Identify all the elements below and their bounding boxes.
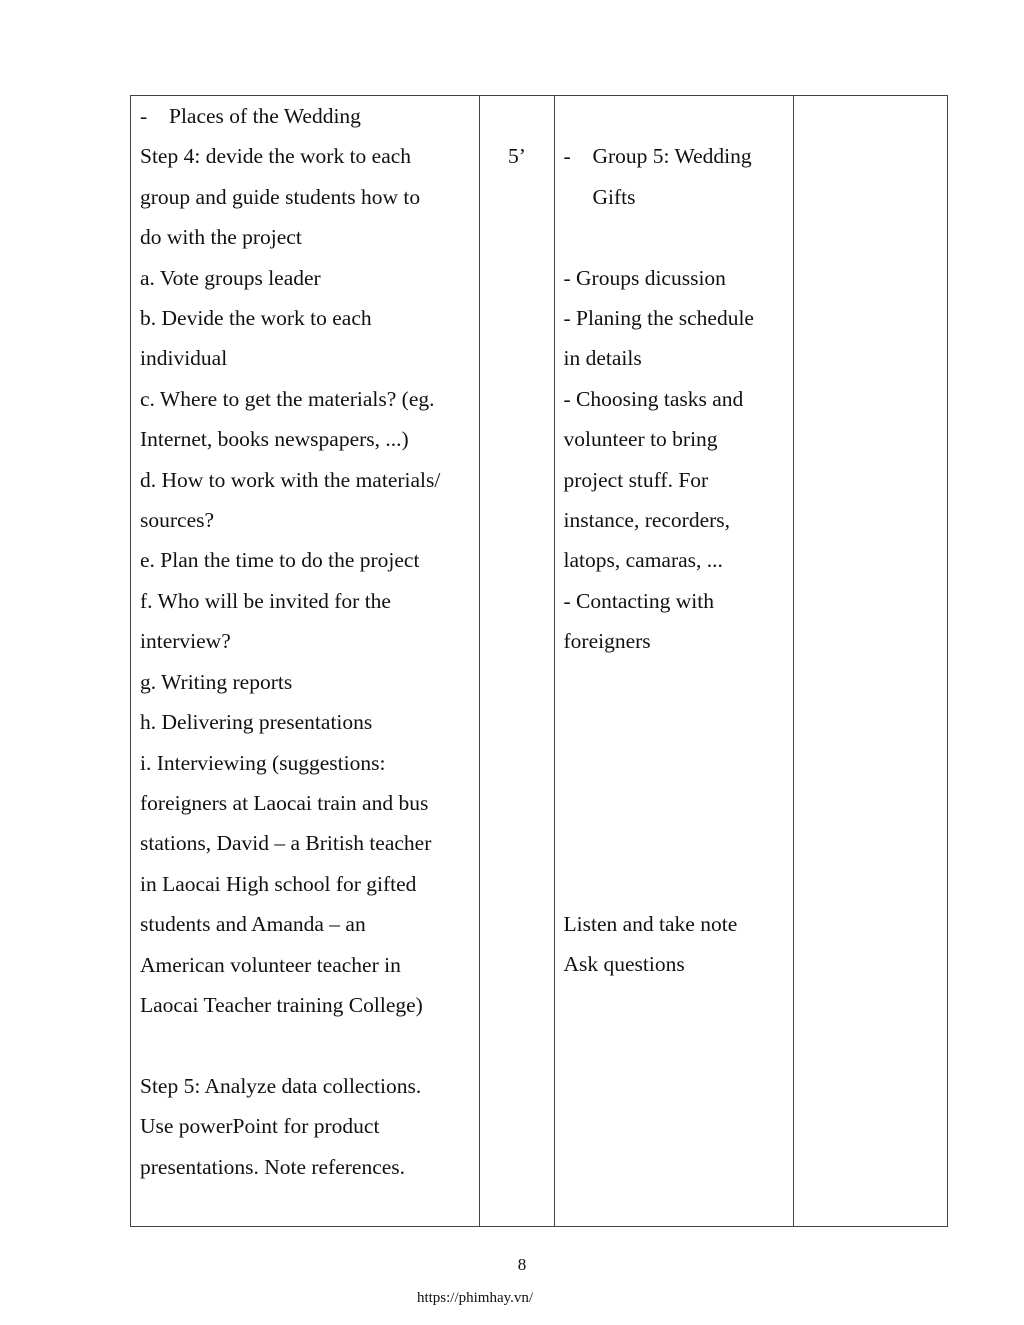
time-cell <box>480 96 554 1227</box>
text-line: - Contacting with <box>563 588 714 613</box>
text-line: Ask questions <box>563 952 685 977</box>
text-line: stations, David – a British teacher <box>140 831 432 856</box>
group5-title-line2: Gifts <box>592 184 636 209</box>
text-line: foreigners <box>563 629 651 654</box>
text-line: presentations. Note references. <box>140 1154 406 1179</box>
text-line: in details <box>563 346 642 371</box>
text-line: in Laocai High school for gifted <box>140 871 417 896</box>
text-line: Step 4: devide the work to each <box>140 144 412 169</box>
text-line: - Planing the schedule <box>563 306 754 330</box>
text-line: i. Interviewing (suggestions: <box>140 750 386 775</box>
student-activities-cell <box>554 96 793 1227</box>
lesson-plan-table <box>130 95 948 1227</box>
list-item: - Places of the Wedding <box>140 96 471 136</box>
table-row <box>131 96 948 1227</box>
text-line: f. Who will be invited for the <box>140 588 391 613</box>
text-line: sources? <box>140 508 215 533</box>
group5-title-line1: Group 5: Wedding <box>592 144 752 169</box>
text-line: c. Where to get the materials? (eg. <box>140 386 435 411</box>
text-line: individual <box>140 346 228 371</box>
text-line: - Choosing tasks and <box>563 386 744 411</box>
teacher-activities-cell <box>131 96 480 1227</box>
places-of-wedding-item: Places of the Wedding <box>169 104 361 128</box>
text-line: group and guide students how to <box>140 184 421 209</box>
text-line: project stuff. For <box>563 467 709 492</box>
text-line: do with the project <box>140 225 302 250</box>
text-line: latops, camaras, ... <box>563 548 723 573</box>
notes-cell <box>793 96 947 1227</box>
text-line: - Groups dicussion <box>563 265 726 290</box>
text-line: Internet, books newspapers, ...) <box>140 427 409 452</box>
text-line: d. How to work with the materials/ <box>140 467 441 492</box>
text-line: Use powerPoint for product <box>140 1114 380 1139</box>
time-value: 5’ <box>508 144 526 169</box>
text-line: interview? <box>140 629 231 654</box>
text-line: volunteer to bring <box>563 427 718 452</box>
footer-url: https://phimhay.vn/ <box>416 1290 534 1306</box>
text-line: instance, recorders, <box>563 508 731 533</box>
text-line: a. Vote groups leader <box>140 265 321 290</box>
text-line: e. Plan the time to do the project <box>140 548 420 573</box>
text-line: b. Devide the work to each <box>140 306 372 331</box>
text-line: g. Writing reports <box>140 669 293 694</box>
text-line: foreigners at Laocai train and bus <box>140 790 429 815</box>
text-line: Laocai Teacher training College) <box>140 992 423 1017</box>
text-line: h. Delivering presentations <box>140 710 373 735</box>
text-line: Listen and take note <box>563 912 738 936</box>
list-item: - Group 5: Wedding Gifts <box>564 136 787 217</box>
text-line: students and Amanda – an <box>140 912 366 937</box>
page-number: 8 <box>517 1255 527 1274</box>
text-line: Step 5: Analyze data collections. <box>140 1073 422 1098</box>
text-line: American volunteer teacher in <box>140 952 401 977</box>
